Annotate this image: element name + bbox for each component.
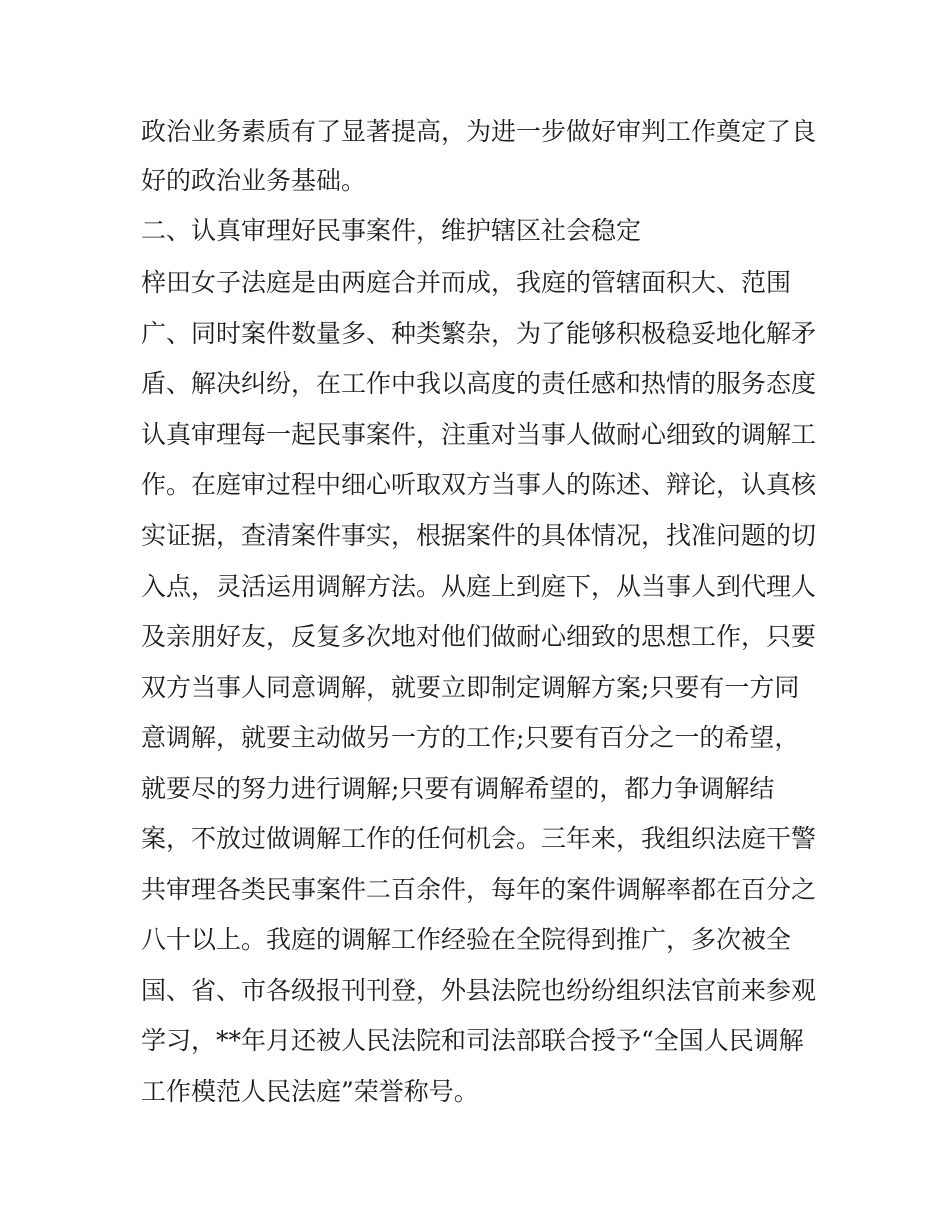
text-line: 政治业务素质有了显著提高，为进一步做好审判工作奠定了良	[141, 117, 817, 146]
text-line: 好的政治业务基础。	[141, 166, 367, 195]
text-line: 工作模范人民法庭”荣誉称号。	[141, 1077, 479, 1106]
text-line: 案，不放过做调解工作的任何机会。三年来，我组织法庭干警	[141, 824, 817, 853]
text-line: 认真审理每一起民事案件，注重对当事人做耐心细致的调解工	[141, 420, 817, 449]
text-line: 实证据，查清案件事实，根据案件的具体情况，找准问题的切	[141, 521, 817, 550]
text-line: 双方当事人同意调解，就要立即制定调解方案;只要有一方同	[141, 673, 800, 702]
text-line: 八十以上。我庭的调解工作经验在全院得到推广，多次被全	[141, 925, 792, 954]
text-line: 广、同时案件数量多、种类繁杂，为了能够积极稳妥地化解矛	[141, 319, 817, 348]
text-line: 共审理各类民事案件二百余件，每年的案件调解率都在百分之	[141, 875, 817, 904]
text-line: 入点，灵活运用调解方法。从庭上到庭下，从当事人到代理人	[141, 572, 817, 601]
text-line: 及亲朋好友，反复多次地对他们做耐心细致的思想工作，只要	[141, 622, 817, 651]
text-line: 意调解，就要主动做另一方的工作;只要有百分之一的希望，	[141, 723, 800, 752]
section-heading: 二、认真审理好民事案件，维护辖区社会稳定	[141, 216, 642, 245]
text-line: 国、省、市各级报刊刊登，外县法院也纷纷组织法官前来参观	[141, 976, 817, 1005]
text-line: 学习，**年月还被人民法院和司法部联合授予“全国人民调解	[141, 1026, 804, 1055]
text-line: 就要尽的努力进行调解;只要有调解希望的，都力争调解结	[141, 774, 775, 803]
text-line: 梓田女子法庭是由两庭合并而成，我庭的管辖面积大、范围	[141, 268, 792, 297]
text-line: 盾、解决纠纷，在工作中我以高度的责任感和热情的服务态度	[141, 369, 817, 398]
text-line: 作。在庭审过程中细心听取双方当事人的陈述、辩论，认真核	[141, 470, 817, 499]
